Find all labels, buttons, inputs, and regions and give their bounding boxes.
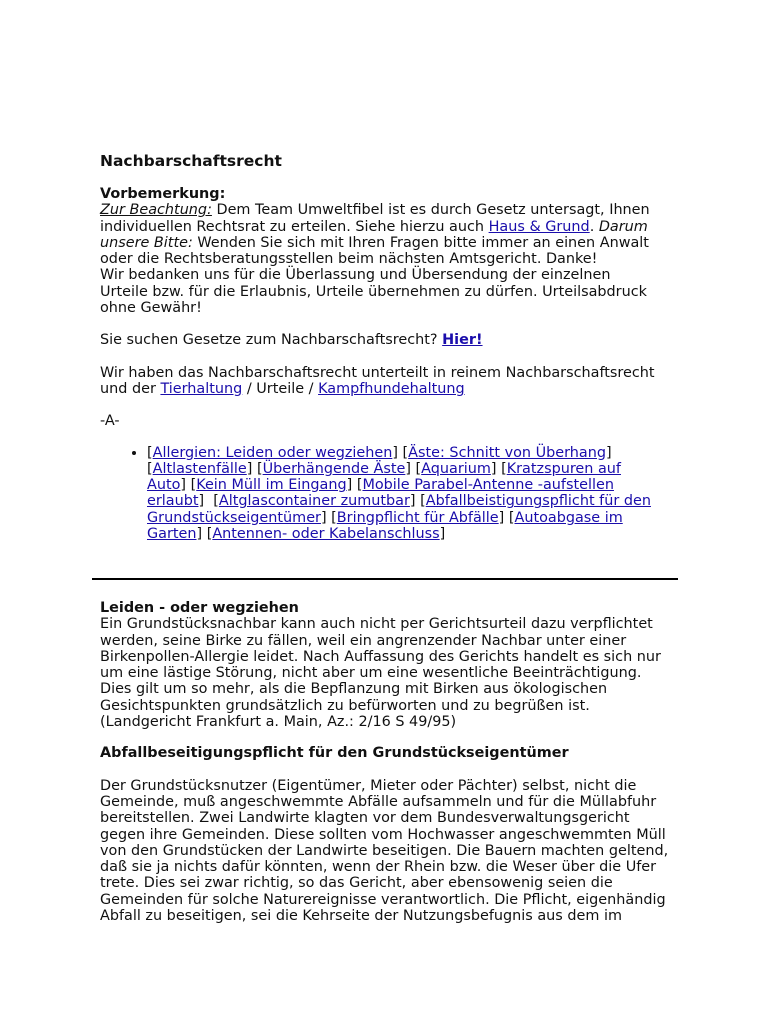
index-link-altlastenfaelle[interactable]: Altlastenfälle xyxy=(152,460,247,477)
hier-link[interactable]: Hier! xyxy=(442,332,483,349)
vorbemerkung-text-1: Dem Team Umweltfibel ist es durch Gesetz untersagt, Ihnen individuellen Rechtsrat zu erteilen. Siehe hierzu auch xyxy=(100,202,650,235)
index-link-allergien[interactable]: Allergien: Leiden oder wegziehen xyxy=(152,444,393,461)
index-link-kein-muell[interactable]: Kein Müll im Eingang xyxy=(196,477,347,494)
index-link-kratzspuren[interactable]: Kratzspuren auf Auto xyxy=(147,460,621,494)
index-link-parabel-antenne[interactable]: Mobile Parabel-Antenne -aufstellen erlaubt xyxy=(147,477,614,510)
leiden-heading: Leiden - oder wegziehen xyxy=(100,600,299,616)
danke-paragraph: Wir bedanken uns für die Überlassung und Übersendung der einzelnen Urteile bzw. für die Erlaubnis, Urteile übernehmen zu dürfen. Urteilsabdruck ohne Gewähr! xyxy=(100,267,647,317)
kampfhundehaltung-link[interactable]: Kampfhundehaltung xyxy=(318,380,465,397)
vorbemerkung-heading: Vorbemerkung: xyxy=(100,186,226,202)
index-list-item: • [Allergien: Leiden oder wegziehen] [Äste: Schnitt von Überhang] [Altlastenfälle] [Überhängende Äste] [Aquarium] [Kratzspuren auf Auto] [Kein Müll im Eingang] [Mobile Parabel-Antenne -aufstellen erlaubt] [Altglascontainer zumutbar] [Abfallbeistigungspflicht für den Grundstückseigentümer] [Bringpflicht für Abfälle] [Autoabgase im Garten] [Antennen- oder Kabelanschluss] xyxy=(147,445,660,543)
unterteilung-text-1: Wir haben das Nachbarschaftsrecht unterteilt in reinem Nachbarschaftsrecht und der xyxy=(100,364,655,397)
index-link-antennen[interactable]: Antennen- oder Kabelanschluss xyxy=(212,526,440,543)
index-link-aeste-schnitt[interactable]: Äste: Schnitt von Überhang xyxy=(408,444,606,461)
vorbemerkung-text-3: Wenden Sie sich mit Ihren Fragen bitte immer an einen Anwalt oder die Rechtsberatungsstellen beim nächsten Amtsgericht. Danke! xyxy=(100,234,649,268)
letter-heading: -A- xyxy=(100,413,120,430)
page-content xyxy=(100,152,660,542)
index-link-autoabgase[interactable]: Autoabgase im Garten xyxy=(147,509,623,543)
tierhaltung-link[interactable]: Tierhaltung xyxy=(160,380,243,397)
abfall-heading: Abfallbeseitigungspflicht für den Grundstückseigentümer xyxy=(100,745,569,762)
leiden-citation: (Landgericht Frankfurt a. Main, Az.: 2/16 S 49/95) xyxy=(100,714,457,731)
darum-label: Darum unsere Bitte: xyxy=(100,218,648,251)
zur-beachtung-label: Zur Beachtung: xyxy=(100,202,212,219)
index-list xyxy=(100,445,660,543)
horizontal-rule xyxy=(92,578,678,580)
unterteilung-paragraph xyxy=(100,365,660,398)
article-section xyxy=(100,600,670,924)
index-link-aquarium[interactable]: Aquarium xyxy=(421,460,491,477)
haus-grund-link[interactable]: Haus & Grund xyxy=(488,218,590,235)
index-link-bringpflicht[interactable]: Bringpflicht für Abfälle xyxy=(336,509,499,526)
index-link-altglascontainer[interactable]: Altglascontainer zumutbar xyxy=(218,493,410,510)
abfall-text: Der Grundstücksnutzer (Eigentümer, Mieter oder Pächter) selbst, nicht die Gemeinde, muß angeschwemmte Abfälle aufsammeln und für die Müllabfuhr bereitstellen. Zwei Landwirte klagten vor dem Bundesverwaltungsgericht gegen ihre Gemeinden. Diese sollten vom Hochwasser angeschwemmten Müll von den Grundstücken der Landwirte beseitigen. Die Bauern machten geltend, daß sie ja nichts dafür könnten, wenn der Rhein bzw. die Weser über die Ufer trete. Dies sei zwar richtig, so das Gericht, aber ebensowenig seien die Gemeinden für solche Naturereignisse verantwortlich. Die Pflicht, eigenhändig Abfall zu beseitigen, sei die Kehrseite der Nutzungsbefugnis aus dem im xyxy=(100,777,669,925)
gesetze-paragraph xyxy=(100,332,660,348)
vorbemerkung-text-2: . xyxy=(589,218,599,235)
index-link-abfallbeistigungspflicht[interactable]: Abfallbeistigungspflicht für den Grundstückseigentümer xyxy=(147,493,651,526)
gesetze-text: Sie suchen Gesetze zum Nachbarschaftsrecht? xyxy=(100,332,443,349)
unterteilung-text-2: / Urteile / xyxy=(242,380,319,397)
page-title: Nachbarschaftsrecht xyxy=(100,152,282,170)
index-link-ueberhaengende-aeste[interactable]: Überhängende Äste xyxy=(262,460,406,477)
vorbemerkung-paragraph xyxy=(100,202,660,267)
leiden-text: Ein Grundstücksnachbar kann auch nicht per Gerichtsurteil dazu verpflichtet werden, seine Birke zu fällen, weil ein angrenzender Nachbar unter einer Birkenpollen-Allergie leidet. Nach Auffassung des Gerichts handelt es sich nur um eine lästige Störung, nicht aber um eine wesentliche Beeinträchtigung. Dies gilt um so mehr, als die Bepflanzung mit Birken aus ökologischen Gesichtspunkten grundsätzlich zu befürworten und zu begrüßen ist. xyxy=(100,616,661,714)
